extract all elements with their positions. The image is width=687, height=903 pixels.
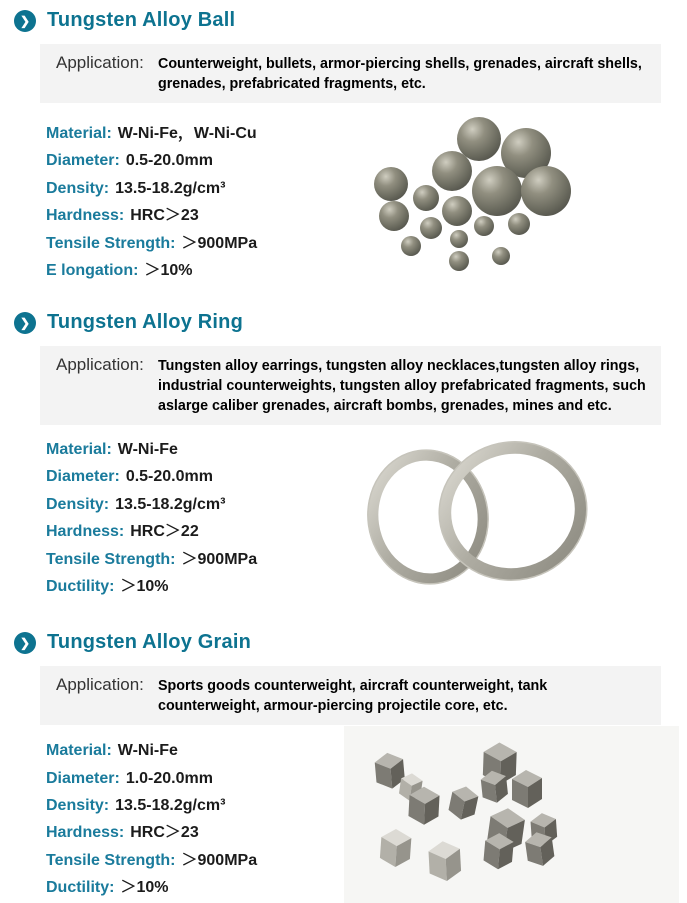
tungsten-alloy-grains-photo	[344, 726, 679, 903]
section-header	[0, 9, 687, 32]
spec-label: Tensile Strength:	[46, 234, 176, 252]
section-title: Tungsten Alloy Ring	[47, 311, 244, 334]
section-content	[46, 742, 687, 900]
application-box	[40, 346, 661, 425]
spec-value: HRC＞22	[130, 523, 199, 541]
spec-value: HRC＞23	[130, 824, 199, 842]
tungsten-alloy-balls-photo	[349, 101, 669, 311]
spec-label: Hardness:	[46, 523, 125, 541]
spec-value: 13.5-18.2g/cm³	[115, 796, 226, 814]
application-label: Application:	[56, 355, 144, 375]
spec-value: 13.5-18.2g/cm³	[115, 179, 226, 197]
spec-value: ＞10%	[120, 578, 169, 596]
spec-value: 0.5-20.0mm	[125, 468, 213, 486]
chevron-circle-icon: ❯	[14, 10, 36, 32]
section-header	[0, 631, 687, 654]
tungsten-alloy-rings-photo	[358, 435, 658, 630]
spec-label: Density:	[46, 495, 110, 513]
spec-value: W-Ni-Fe	[117, 441, 178, 459]
chevron-circle-icon: ❯	[14, 312, 36, 334]
spec-value: ＞900MPa	[181, 851, 258, 869]
spec-label: Material:	[46, 742, 112, 760]
spec-value: ＞900MPa	[181, 234, 258, 252]
application-label: Application:	[56, 675, 144, 695]
spec-value: ＞900MPa	[181, 550, 258, 568]
section-tungsten-alloy-ball	[0, 9, 687, 307]
spec-value: 13.5-18.2g/cm³	[115, 495, 226, 513]
spec-value: W-Ni-Fe	[117, 742, 178, 760]
spec-label: Ductility:	[46, 578, 115, 596]
application-label: Application:	[56, 53, 144, 72]
spec-label: Hardness:	[46, 207, 125, 225]
spec-value: ＞10%	[120, 879, 169, 897]
spec-label: Density:	[46, 179, 110, 197]
section-content	[46, 125, 687, 307]
spec-value: ＞10%	[144, 261, 193, 279]
spec-label: Ductility:	[46, 879, 115, 897]
section-title: Tungsten Alloy Ball	[47, 9, 236, 31]
application-text: Tungsten alloy earrings, tungsten alloy necklaces,tungsten alloy rings, industrial counterweights, tungsten alloy prefabricated fragments, such aslarge caliber grenades, aircraft bombs, grenades, mines and etc.	[158, 358, 646, 415]
spec-value: HRC＞23	[130, 207, 199, 225]
application-box	[40, 44, 661, 103]
spec-label: Material:	[46, 125, 112, 143]
spec-label: Density:	[46, 796, 110, 814]
spec-label: Diameter:	[46, 769, 120, 787]
section-title: Tungsten Alloy Grain	[47, 631, 252, 654]
chevron-circle-icon: ❯	[14, 632, 36, 654]
spec-label: Hardness:	[46, 824, 125, 842]
section-content	[46, 441, 687, 619]
spec-label: Diameter:	[46, 152, 120, 170]
spec-label: Diameter:	[46, 468, 120, 486]
section-header	[0, 311, 687, 334]
spec-label: Tensile Strength:	[46, 550, 176, 568]
spec-value: 0.5-20.0mm	[125, 152, 213, 170]
application-box	[40, 666, 661, 725]
application-text: Counterweight, bullets, armor-piercing shells, grenades, aircraft shells, grenades, prefabricated fragments, etc.	[158, 56, 642, 93]
spec-label: Material:	[46, 441, 112, 459]
spec-value: 1.0-20.0mm	[125, 769, 213, 787]
spec-label: E longation:	[46, 261, 139, 279]
spec-value: W-Ni-Fe，W-Ni-Cu	[117, 125, 257, 143]
section-tungsten-alloy-grain	[0, 631, 687, 900]
spec-label: Tensile Strength:	[46, 851, 176, 869]
section-tungsten-alloy-ring	[0, 311, 687, 619]
application-text: Sports goods counterweight, aircraft counterweight, tank counterweight, armour-piercing projectile core, etc.	[158, 678, 548, 715]
